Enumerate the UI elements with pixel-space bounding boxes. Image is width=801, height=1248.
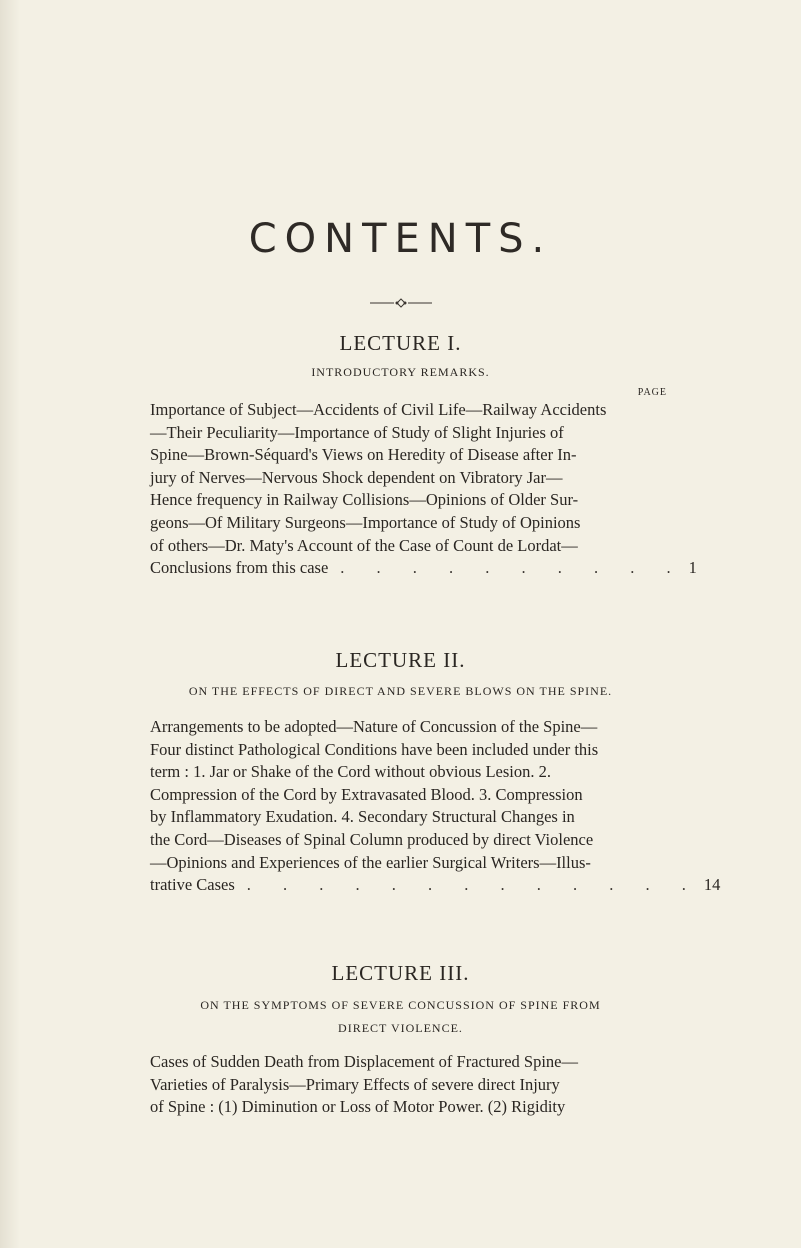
lecture-1-heading: LECTURE I. <box>339 331 462 355</box>
summary-line: Four distinct Pathological Conditions have been included under this <box>150 739 599 759</box>
summary-line: trative Cases <box>150 875 235 895</box>
ornament-divider <box>370 298 432 308</box>
lecture-3-heading: LECTURE III. <box>331 961 470 985</box>
summary-line: Arrangements to be adopted—Nature of Concussion of the Spine— <box>150 717 598 736</box>
page-edge-shadow <box>0 0 20 1248</box>
dot-leaders: . . . . . . . . . . . . . <box>246 875 700 895</box>
summary-line: —Opinions and Experiences of the earlier Surgical Writers—Illus- <box>150 852 591 872</box>
page-number: 1 <box>688 558 697 578</box>
summary-line: —Their Peculiarity—Importance of Study of Slight Injuries of <box>150 422 564 442</box>
summary-line: the Cord—Diseases of Spinal Column produced by direct Violence <box>150 829 594 849</box>
lecture-3-subheading <box>0 994 801 1040</box>
subheading-line: INTRODUCTORY REMARKS. <box>311 365 490 379</box>
summary-line: Hence frequency in Railway Collisions—Opinions of Older Sur- <box>150 490 579 510</box>
summary-line: geons—Of Military Surgeons—Importance of Study of Opinions <box>150 512 581 532</box>
lecture-2-heading: LECTURE II. <box>335 648 466 672</box>
summary-line: Cases of Sudden Death from Displacement of Fractured Spine— <box>150 1052 578 1071</box>
summary-line: Importance of Subject—Accidents of Civil Life—Railway Accidents <box>150 400 607 419</box>
summary-line: Varieties of Paralysis—Primary Effects of severe direct Injury <box>150 1074 560 1094</box>
subheading-line: DIRECT VIOLENCE. <box>338 1021 463 1035</box>
summary-line: of others—Dr. Maty's Account of the Case of Count de Lordat— <box>150 535 578 555</box>
summary-line: Compression of the Cord by Extravasated Blood. 3. Compression <box>150 784 583 804</box>
dot-leaders: . . . . . . . . . . <box>340 558 685 578</box>
summary-last-line <box>150 557 697 580</box>
lecture-3-summary <box>150 1051 665 1119</box>
summary-line: term : 1. Jar or Shake of the Cord without obvious Lesion. 2. <box>150 762 551 782</box>
summary-line: of Spine : (1) Diminution or Loss of Motor Power. (2) Rigidity <box>150 1097 566 1117</box>
lecture-2-subheading <box>0 680 801 703</box>
page-title: CONTENTS. <box>248 216 553 262</box>
summary-line: Spine—Brown-Séquard's Views on Heredity of Disease after In- <box>150 445 577 465</box>
lecture-1-subheading <box>0 361 801 384</box>
summary-line: Conclusions from this case <box>150 558 329 578</box>
summary-line: by Inflammatory Exudation. 4. Secondary Structural Changes in <box>150 807 575 827</box>
summary-line: jury of Nerves—Nervous Shock dependent on Vibratory Jar— <box>150 467 563 487</box>
lecture-2-summary <box>150 716 721 897</box>
summary-last-line <box>150 874 721 897</box>
subheading-line: ON THE EFFECTS OF DIRECT AND SEVERE BLOWS ON THE SPINE. <box>188 684 613 698</box>
page-number: 14 <box>703 875 721 895</box>
lecture-1-summary <box>150 399 697 580</box>
subheading-line: ON THE SYMPTOMS OF SEVERE CONCUSSION OF SPINE FROM <box>200 998 601 1012</box>
page-column-label: PAGE <box>637 387 667 398</box>
